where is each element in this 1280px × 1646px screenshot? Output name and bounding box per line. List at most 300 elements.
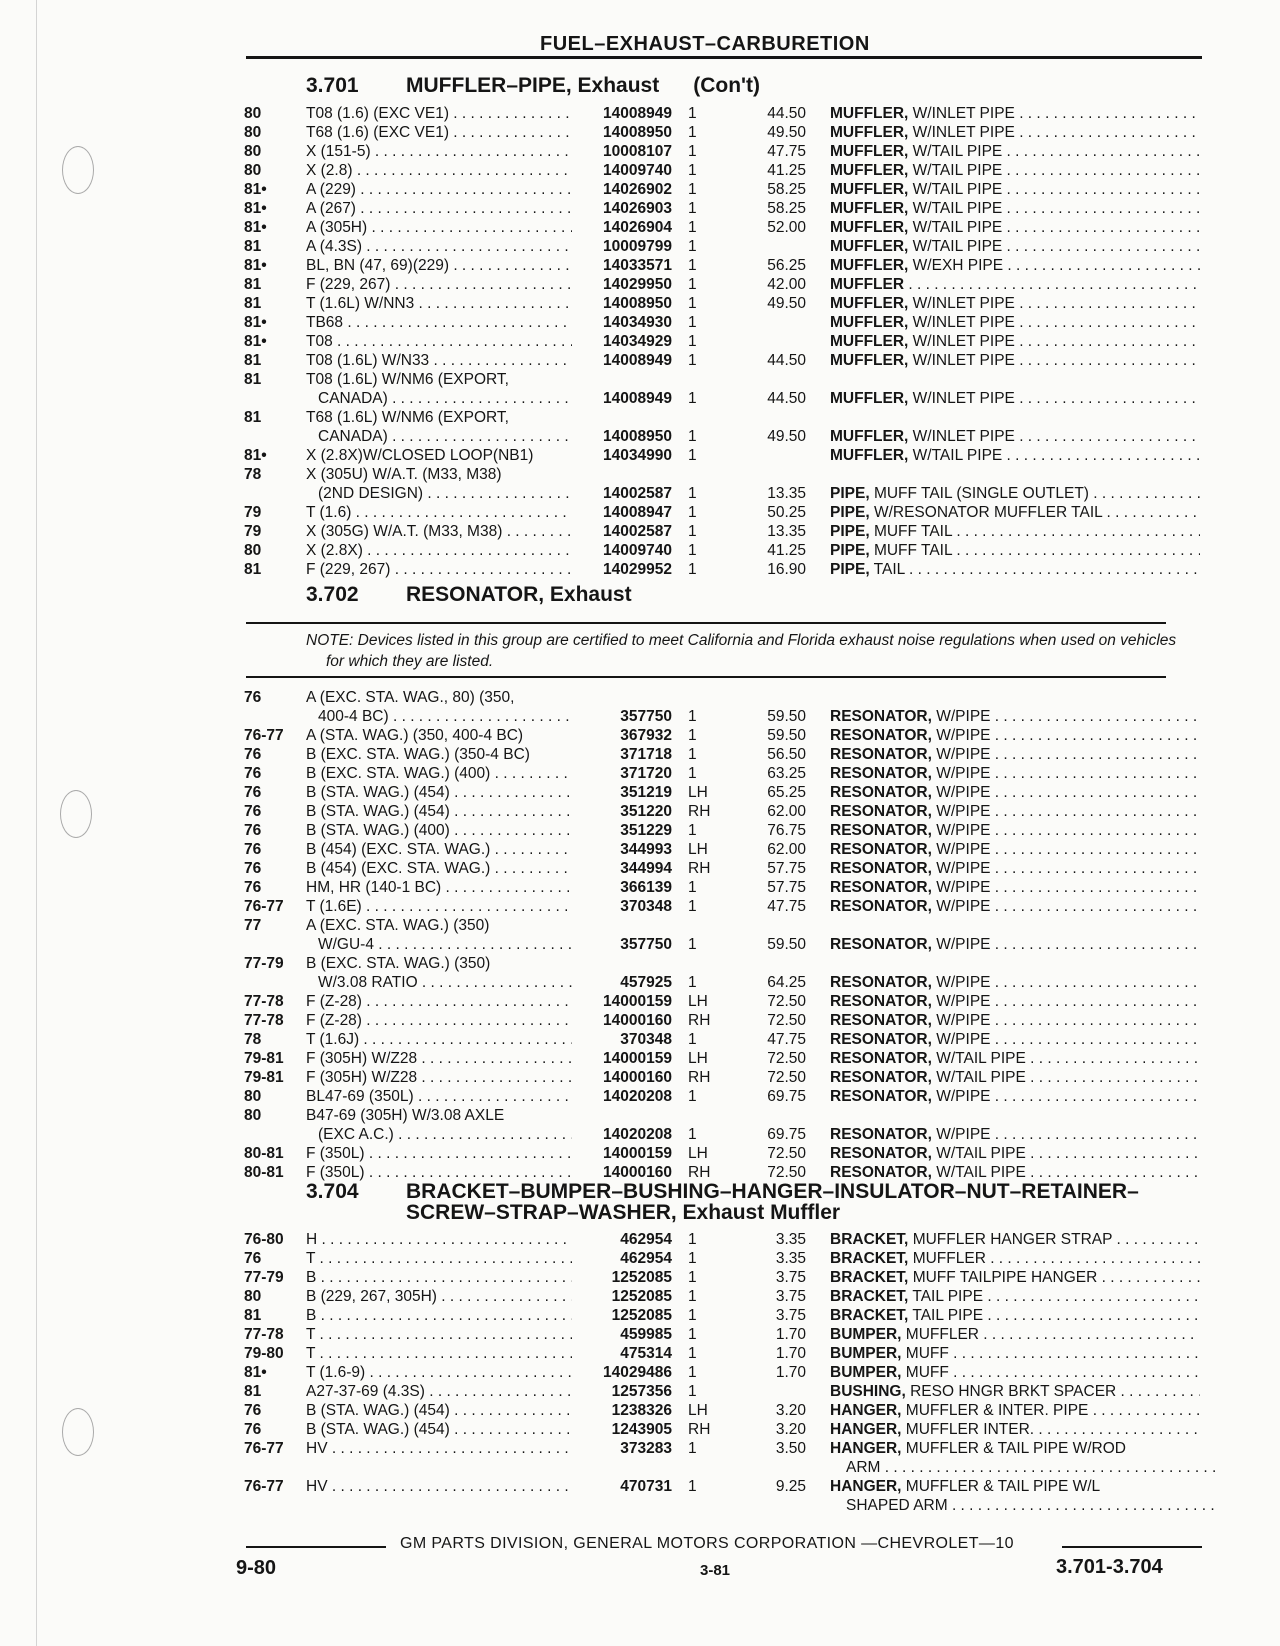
dot-leader xyxy=(991,1031,1201,1048)
part-keyword: PIPE, xyxy=(830,485,870,502)
application-description xyxy=(306,840,572,859)
part-keyword: BUSHING, xyxy=(830,1383,906,1400)
table-row xyxy=(0,370,1280,389)
part-name xyxy=(830,503,1200,522)
price: 62.00 xyxy=(767,803,806,820)
part-number: 14008950 xyxy=(603,124,672,141)
part-name-text: W/INLET PIPE xyxy=(912,314,1015,331)
part-keyword: PIPE, xyxy=(830,504,870,521)
table-row xyxy=(0,1325,1280,1344)
part-name-text: MUFFLER & INTER. PIPE xyxy=(905,1402,1089,1419)
price: 42.00 xyxy=(767,276,806,293)
model-year: 79 xyxy=(244,504,262,521)
part-name-text: MUFF TAIL xyxy=(873,542,953,559)
part-name-text: MUFFLER xyxy=(912,1250,986,1267)
description-text: (EXC A.C.) xyxy=(318,1126,394,1143)
part-name xyxy=(830,104,1200,123)
part-number: 366139 xyxy=(620,879,672,896)
dot-leader xyxy=(1034,1421,1200,1438)
price: 3.75 xyxy=(775,1307,806,1324)
dot-leader xyxy=(1026,1145,1200,1162)
quantity: 1 xyxy=(688,105,697,122)
price: 58.25 xyxy=(767,200,806,217)
part-number: 14002587 xyxy=(603,523,672,540)
dot-leader xyxy=(363,542,572,559)
description-text: X (2.8X) xyxy=(306,542,363,559)
part-number: 14034930 xyxy=(603,314,672,331)
part-keyword: RESONATOR, xyxy=(830,993,932,1010)
part-name-text: W/PIPE xyxy=(936,974,991,991)
table-row xyxy=(0,1439,1280,1458)
description-text: T (1.6J) xyxy=(306,1031,360,1048)
application-description xyxy=(306,1249,572,1268)
table-row xyxy=(0,161,1280,180)
application-description xyxy=(318,484,572,503)
description-text: F (229, 267) xyxy=(306,561,391,578)
dot-leader xyxy=(388,390,572,407)
dot-leader xyxy=(365,1145,572,1162)
part-name xyxy=(830,332,1200,351)
part-keyword: RESONATOR, xyxy=(830,784,932,801)
part-keyword: HANGER, xyxy=(830,1478,902,1495)
table-row xyxy=(0,935,1280,954)
dot-leader xyxy=(991,1012,1201,1029)
part-name-text: W/TAIL PIPE xyxy=(912,181,1003,198)
part-name xyxy=(830,446,1200,465)
description-text: (2ND DESIGN) xyxy=(318,485,424,502)
description-text: CANADA) xyxy=(318,390,388,407)
model-year: 81• xyxy=(244,314,267,331)
quantity: 1 xyxy=(688,879,697,896)
model-year: 76 xyxy=(244,841,262,858)
part-number: 344994 xyxy=(620,860,672,877)
dot-leader xyxy=(362,238,572,255)
quantity: 1 xyxy=(688,898,697,915)
application-description xyxy=(306,897,572,916)
part-name xyxy=(830,1268,1200,1287)
part-name xyxy=(830,897,1200,916)
part-name-text: SHAPED ARM xyxy=(846,1497,948,1514)
description-text: T68 (1.6L) W/NM6 (EXPORT, xyxy=(306,409,509,426)
description-text: BL47-69 (350L) xyxy=(306,1088,414,1105)
part-keyword: RESONATOR, xyxy=(830,898,932,915)
part-name-text: W/TAIL PIPE xyxy=(936,1145,1026,1162)
table-row xyxy=(0,123,1280,142)
part-name-text: W/EXH PIPE xyxy=(912,257,1004,274)
part-name xyxy=(830,1030,1200,1049)
table-row xyxy=(0,1249,1280,1268)
dot-leader xyxy=(356,200,572,217)
part-name-text: W/PIPE xyxy=(936,898,991,915)
quantity: RH xyxy=(688,803,711,820)
table-row xyxy=(0,541,1280,560)
quantity: 1 xyxy=(688,428,697,445)
part-name xyxy=(830,992,1200,1011)
description-text: H xyxy=(306,1231,318,1248)
part-name xyxy=(830,427,1200,446)
part-number: 1252085 xyxy=(611,1269,672,1286)
part-name xyxy=(830,389,1200,408)
part-keyword: RESONATOR, xyxy=(830,974,932,991)
section-title: RESONATOR, Exhaust xyxy=(406,583,632,606)
dot-leader xyxy=(991,860,1201,877)
description-text: F (Z-28) xyxy=(306,993,362,1010)
price: 3.35 xyxy=(775,1231,806,1248)
quantity: 1 xyxy=(688,1288,697,1305)
part-name xyxy=(830,840,1200,859)
dot-leader xyxy=(1002,219,1200,236)
part-name xyxy=(830,1439,1200,1458)
dot-leader xyxy=(991,841,1201,858)
model-year: 81 xyxy=(244,295,262,312)
dot-leader xyxy=(490,841,572,858)
application-description xyxy=(306,351,572,370)
part-name xyxy=(830,1087,1200,1106)
part-number: 14008949 xyxy=(603,105,672,122)
part-keyword: MUFFLER, xyxy=(830,200,909,217)
part-keyword: RESONATOR, xyxy=(830,803,932,820)
part-keyword: RESONATOR, xyxy=(830,1126,932,1143)
part-name xyxy=(830,541,1200,560)
price: 44.50 xyxy=(767,390,806,407)
dot-leader xyxy=(333,333,572,350)
quantity: 1 xyxy=(688,1250,697,1267)
model-year: 80 xyxy=(244,1288,262,1305)
description-text: F (Z-28) xyxy=(306,1012,362,1029)
part-name xyxy=(830,1125,1200,1144)
dot-leader xyxy=(429,352,572,369)
application-description xyxy=(318,707,572,726)
dot-leader xyxy=(991,727,1201,744)
description-text: X (305G) W/A.T. (M33, M38) xyxy=(306,523,503,540)
part-name xyxy=(830,1011,1200,1030)
table-row xyxy=(0,707,1280,726)
application-description xyxy=(318,427,572,446)
part-name xyxy=(830,745,1200,764)
section-title: MUFFLER–PIPE, Exhaust xyxy=(406,74,660,97)
table-row xyxy=(0,427,1280,446)
part-keyword: RESONATOR, xyxy=(830,936,932,953)
table-row xyxy=(0,878,1280,897)
part-keyword: MUFFLER, xyxy=(830,105,909,122)
quantity: 1 xyxy=(688,1440,697,1457)
table-row xyxy=(0,1287,1280,1306)
model-year: 79-81 xyxy=(244,1069,284,1086)
dot-leader xyxy=(441,879,572,896)
table-row xyxy=(0,764,1280,783)
part-keyword: MUFFLER, xyxy=(830,162,909,179)
table-row xyxy=(0,1125,1280,1144)
part-name xyxy=(830,973,1200,992)
price: 41.25 xyxy=(767,162,806,179)
part-name xyxy=(830,1363,1200,1382)
price: 50.25 xyxy=(767,504,806,521)
part-name-text: W/RESONATOR MUFFLER TAIL xyxy=(873,504,1103,521)
model-year: 80 xyxy=(244,105,262,122)
dot-leader xyxy=(315,1345,572,1362)
part-keyword: MUFFLER, xyxy=(830,314,909,331)
dot-leader xyxy=(390,561,572,578)
part-name-text: W/PIPE xyxy=(936,1126,991,1143)
part-number: 475314 xyxy=(620,1345,672,1362)
table-row xyxy=(0,275,1280,294)
table-row xyxy=(0,726,1280,745)
part-number: 367932 xyxy=(620,727,672,744)
part-name xyxy=(830,1306,1200,1325)
part-number: 14002587 xyxy=(603,485,672,502)
description-text: HV xyxy=(306,1440,328,1457)
price: 64.25 xyxy=(767,974,806,991)
part-keyword: RESONATOR, xyxy=(830,860,932,877)
dot-leader xyxy=(365,1364,572,1381)
table-row xyxy=(0,351,1280,370)
part-name-text: ARM xyxy=(846,1459,881,1476)
part-keyword: MUFFLER, xyxy=(830,333,909,350)
part-name xyxy=(830,484,1200,503)
part-keyword: RESONATOR, xyxy=(830,765,932,782)
part-name xyxy=(830,142,1200,161)
note-rule-bottom xyxy=(246,676,1166,678)
dot-leader xyxy=(1002,181,1200,198)
quantity: RH xyxy=(688,1012,711,1029)
price: 3.35 xyxy=(775,1250,806,1267)
model-year: 76 xyxy=(244,784,262,801)
model-year: 80-81 xyxy=(244,1145,284,1162)
part-name xyxy=(830,351,1200,370)
part-name xyxy=(830,313,1200,332)
price: 72.50 xyxy=(767,1145,806,1162)
application-description xyxy=(306,726,572,745)
dot-leader xyxy=(1116,1383,1200,1400)
dot-leader xyxy=(948,1497,1216,1514)
part-name-text: W/PIPE xyxy=(936,784,991,801)
application-description xyxy=(306,821,572,840)
application-description xyxy=(306,1477,572,1496)
part-name-text: W/PIPE xyxy=(936,822,991,839)
part-number: 14034929 xyxy=(603,333,672,350)
model-year: 77-79 xyxy=(244,955,284,972)
table-row xyxy=(0,1030,1280,1049)
dot-leader xyxy=(362,898,572,915)
description-text: B (STA. WAG.) (454) xyxy=(306,803,450,820)
section-number: 3.702 xyxy=(306,583,359,606)
footer-rule-left xyxy=(246,1546,386,1548)
part-name-text: MUFFLER HANGER STRAP xyxy=(912,1231,1113,1248)
application-description xyxy=(306,1363,572,1382)
application-description xyxy=(306,1230,572,1249)
application-description xyxy=(306,313,572,332)
table-row xyxy=(0,1268,1280,1287)
dot-leader xyxy=(991,708,1201,725)
part-keyword: HANGER, xyxy=(830,1440,902,1457)
application-description xyxy=(318,1125,572,1144)
part-number: 462954 xyxy=(620,1250,672,1267)
quantity: 1 xyxy=(688,936,697,953)
part-number: 14026903 xyxy=(603,200,672,217)
part-name xyxy=(830,237,1200,256)
part-keyword: BRACKET, xyxy=(830,1250,909,1267)
part-name-text: W/TAIL PIPE xyxy=(936,1164,1026,1181)
part-keyword: RESONATOR, xyxy=(830,1069,932,1086)
model-year: 77-78 xyxy=(244,993,284,1010)
dot-leader xyxy=(991,936,1201,953)
application-description xyxy=(306,954,572,973)
part-name-text: MUFFLER & TAIL PIPE W/L xyxy=(905,1478,1101,1495)
quantity: 1 xyxy=(688,708,697,725)
part-number: 10008107 xyxy=(603,143,672,160)
table-row xyxy=(0,973,1280,992)
part-name-text: MUFF xyxy=(905,1364,949,1381)
dot-leader xyxy=(949,1345,1200,1362)
description-text: A (229) xyxy=(306,181,356,198)
parts-table-3-701 xyxy=(0,104,1280,579)
table-row xyxy=(0,1496,1280,1515)
footer-page-number: 3-81 xyxy=(700,1562,731,1579)
dot-leader xyxy=(1015,105,1200,122)
model-year: 76 xyxy=(244,1421,262,1438)
part-number: 14009740 xyxy=(603,542,672,559)
part-keyword: MUFFLER, xyxy=(830,181,909,198)
part-name-text: W/INLET PIPE xyxy=(912,295,1015,312)
model-year: 76 xyxy=(244,879,262,896)
table-row xyxy=(0,1087,1280,1106)
model-year: 81• xyxy=(244,447,267,464)
dot-leader xyxy=(450,822,572,839)
application-description xyxy=(306,1420,572,1439)
table-row xyxy=(0,859,1280,878)
part-name xyxy=(830,522,1200,541)
description-text: B (STA. WAG.) (454) xyxy=(306,1421,450,1438)
dot-leader xyxy=(315,1326,572,1343)
table-row xyxy=(0,313,1280,332)
part-keyword: RESONATOR, xyxy=(830,1088,932,1105)
application-description xyxy=(306,916,572,935)
model-year: 76 xyxy=(244,1402,262,1419)
application-description xyxy=(306,1287,572,1306)
dot-leader xyxy=(418,974,572,991)
description-text: T68 (1.6) (EXC VE1) xyxy=(306,124,449,141)
table-row xyxy=(0,408,1280,427)
description-text: B (STA. WAG.) (400) xyxy=(306,822,450,839)
description-text: B (454) (EXC. STA. WAG.) xyxy=(306,860,491,877)
part-name xyxy=(846,1458,1216,1477)
part-name-text: MUFFLER & TAIL PIPE W/ROD xyxy=(905,1440,1126,1457)
price: 3.20 xyxy=(775,1421,806,1438)
part-keyword: RESONATOR, xyxy=(830,1012,932,1029)
note-rule-top xyxy=(246,622,1166,624)
part-number: 14033571 xyxy=(603,257,672,274)
dot-leader xyxy=(991,1088,1201,1105)
model-year: 80 xyxy=(244,124,262,141)
application-description xyxy=(306,1382,572,1401)
section-title-continued: SCREW–STRAP–WASHER, Exhaust Muffler xyxy=(406,1201,841,1224)
model-year: 81 xyxy=(244,1383,262,1400)
table-row xyxy=(0,503,1280,522)
price: 52.00 xyxy=(767,219,806,236)
application-description xyxy=(306,541,572,560)
application-description xyxy=(306,1087,572,1106)
quantity: 1 xyxy=(688,1126,697,1143)
dot-leader xyxy=(449,124,572,141)
part-keyword: MUFFLER, xyxy=(830,238,909,255)
description-text: X (2.8) xyxy=(306,162,353,179)
dot-leader xyxy=(952,542,1200,559)
dot-leader xyxy=(328,1440,572,1457)
price: 56.50 xyxy=(767,746,806,763)
part-name xyxy=(830,161,1200,180)
price: 57.75 xyxy=(767,879,806,896)
part-name xyxy=(830,1049,1200,1068)
part-number: 351219 xyxy=(620,784,672,801)
dot-leader xyxy=(983,1288,1200,1305)
part-name-text: W/PIPE xyxy=(936,708,991,725)
application-description xyxy=(306,1344,572,1363)
application-description xyxy=(306,123,572,142)
part-name xyxy=(830,294,1200,313)
part-number: 14026902 xyxy=(603,181,672,198)
application-description xyxy=(306,1439,572,1458)
part-name xyxy=(830,707,1200,726)
quantity: 1 xyxy=(688,504,697,521)
section-number: 3.701 xyxy=(306,74,359,97)
dot-leader xyxy=(1088,1402,1200,1419)
description-text: B (EXC. STA. WAG.) (350) xyxy=(306,955,491,972)
description-text: B (454) (EXC. STA. WAG.) xyxy=(306,841,491,858)
price: 58.25 xyxy=(767,181,806,198)
quantity: LH xyxy=(688,841,708,858)
price: 76.75 xyxy=(767,822,806,839)
quantity: 1 xyxy=(688,1345,697,1362)
section-heading-3-704 xyxy=(306,1181,1139,1223)
part-number: 14029486 xyxy=(603,1364,672,1381)
footer-date: 9-80 xyxy=(236,1557,277,1579)
footer-rule-right xyxy=(1062,1546,1202,1548)
part-name xyxy=(830,199,1200,218)
part-name-text: W/TAIL PIPE xyxy=(936,1050,1026,1067)
part-number: 344993 xyxy=(620,841,672,858)
application-description xyxy=(306,237,572,256)
quantity: LH xyxy=(688,1145,708,1162)
part-keyword: PIPE, xyxy=(830,542,870,559)
quantity: RH xyxy=(688,1069,711,1086)
description-text: X (151-5) xyxy=(306,143,371,160)
part-name-text: W/PIPE xyxy=(936,879,991,896)
part-keyword: RESONATOR, xyxy=(830,1164,932,1181)
part-name-text: W/PIPE xyxy=(936,765,991,782)
model-year: 76 xyxy=(244,860,262,877)
quantity: 1 xyxy=(688,1088,697,1105)
table-row xyxy=(0,745,1280,764)
part-name xyxy=(846,1496,1216,1515)
description-text: B (229, 267, 305H) xyxy=(306,1288,437,1305)
price: 3.75 xyxy=(775,1269,806,1286)
description-text: X (305U) W/A.T. (M33, M38) xyxy=(306,466,502,483)
model-year: 81 xyxy=(244,371,262,388)
model-year: 80 xyxy=(244,1107,262,1124)
description-text: A (STA. WAG.) (350, 400-4 BC) xyxy=(306,727,524,744)
price: 59.50 xyxy=(767,708,806,725)
price: 1.70 xyxy=(775,1326,806,1343)
parts-table-3-702 xyxy=(0,688,1280,1182)
table-row xyxy=(0,1306,1280,1325)
price: 56.25 xyxy=(767,257,806,274)
quantity: 1 xyxy=(688,352,697,369)
application-description xyxy=(306,446,572,465)
part-number: 14034990 xyxy=(603,447,672,464)
part-name xyxy=(830,1477,1200,1496)
part-name-text: MUFF TAILPIPE HANGER xyxy=(912,1269,1098,1286)
model-year: 79-80 xyxy=(244,1345,284,1362)
